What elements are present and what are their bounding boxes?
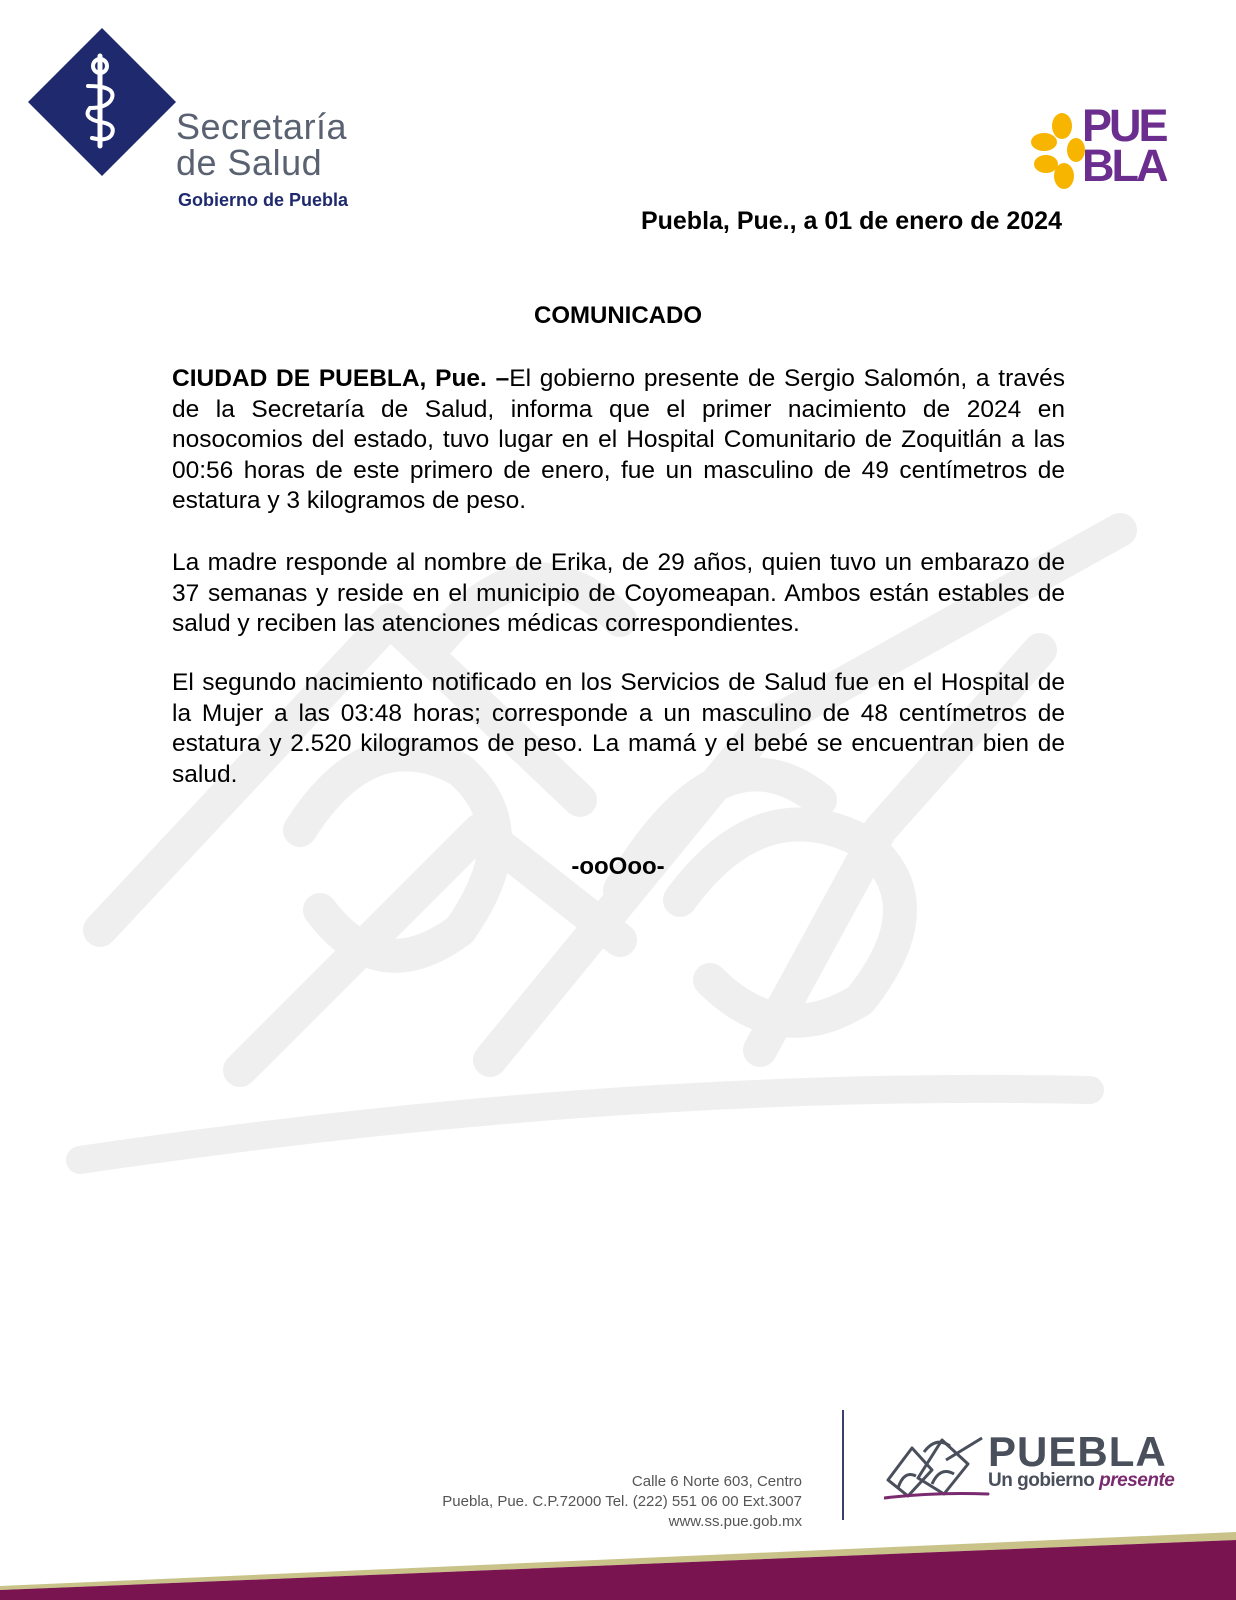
footer-divider xyxy=(842,1410,844,1520)
paragraph-2: La madre responde al nombre de Erika, de 29 años, quien tuvo un embarazo de 37 semanas y reside en el municipio de Coyomeapan. Ambos están estables de salud y reciben las atenciones médicas correspondientes. xyxy=(172,549,1065,637)
slogan-emphasis: presente xyxy=(1099,1470,1175,1491)
website-link[interactable]: www.ss.pue.gob.mx xyxy=(668,1513,802,1530)
puebla-logo-text-top: PUE xyxy=(1082,100,1166,151)
puebla-footer-wordmark: PUEBLA xyxy=(988,1428,1167,1475)
paragraph-3: El segundo nacimiento notificado en los Servicios de Salud fue en el Hospital de la Mujer a las 03:48 horas; corresponde a un masculino de 48 centímetros de estatura y 2.520 kilogramos de peso. La mamá y el bebé se encuentran bien de salud. xyxy=(172,669,1065,788)
flower-icon xyxy=(1030,112,1090,192)
org-subtitle: Gobierno de Puebla xyxy=(178,190,349,210)
address-line-2: Puebla, Pue. C.P.72000 Tel. (222) 551 06 00 Ext.3007 xyxy=(442,1493,802,1510)
secretaria-salud-logo xyxy=(28,28,388,218)
date-line: Puebla, Pue., a 01 de enero de 2024 xyxy=(640,207,1062,235)
puebla-emblem-icon xyxy=(884,1430,992,1500)
footer-address xyxy=(442,1472,802,1532)
paragraph-1 xyxy=(172,364,1065,517)
puebla-government-logo xyxy=(884,1424,1184,1514)
org-name-line1: Secretaría xyxy=(176,106,348,147)
org-name-line2: de Salud xyxy=(176,142,323,183)
puebla-state-logo xyxy=(1030,100,1170,192)
government-slogan xyxy=(988,1470,1174,1492)
slogan-plain: Un gobierno xyxy=(988,1470,1100,1491)
puebla-logo-text-bottom: BLA xyxy=(1082,140,1166,191)
paragraph-1-text: El gobierno presente de Sergio Salomón, a través de la Secretaría de Salud, informa que el primer nacimiento de 2024 en nosocomios del estado, tuvo lugar en el Hospital Comunitario de Zoquitlán a las 00:56 horas de este primero de enero, fue un masculino de 49 centímetros de estatura y 3 kilogramos de peso. xyxy=(172,365,1065,514)
document-title: COMUNICADO xyxy=(534,302,702,329)
address-line-1: Calle 6 Norte 603, Centro xyxy=(631,1473,802,1490)
footer-band xyxy=(0,1528,1236,1600)
caduceus-diamond-icon xyxy=(28,28,176,176)
closing-mark: -ooOoo- xyxy=(571,853,665,880)
paragraph-1-lead: CIUDAD DE PUEBLA, Pue. – xyxy=(172,365,510,392)
